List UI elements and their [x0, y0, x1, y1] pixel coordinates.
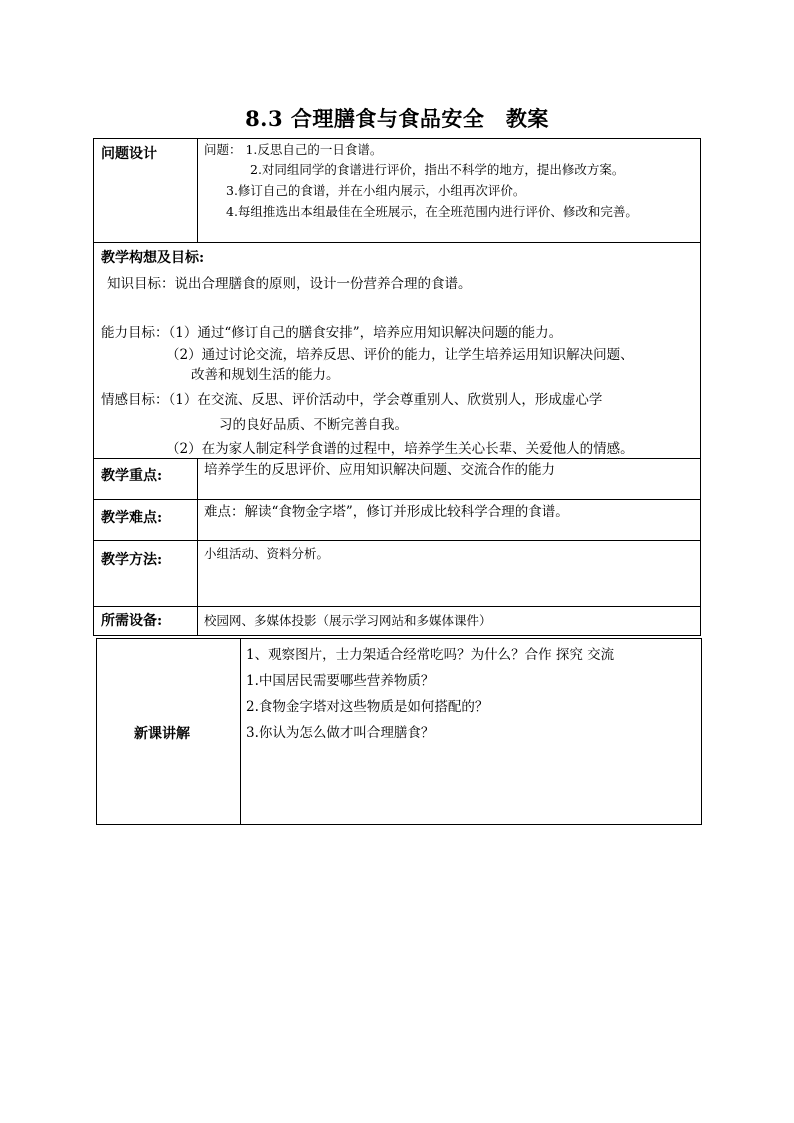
page-title: 8.3 合理膳食与食品安全 教案 [245, 106, 549, 131]
difficulties-text: 难点：解读“食物金字塔”，修订并形成比较科学合理的食谱。 [204, 504, 569, 520]
new-lesson-line-2: 1.中国居民需要哪些营养物质？ [246, 673, 435, 689]
key-points-text: 培养学生的反思评价、应用知识解决问题、交流合作的能力 [204, 462, 555, 478]
ability-objective-line-2: （2）通过讨论交流，培养反思、评价的能力，让学生培养运用知识解决问题、 [166, 347, 634, 363]
emotion-objective-line-1: 情感目标：（1）在交流、反思、评价活动中，学会尊重别人、欣赏别人，形成虚心学 [101, 392, 603, 408]
ability-objective-line-1: 能力目标：（1）通过“修订自己的膳食安排”，培养应用知识解决问题的能力。 [101, 325, 563, 341]
methods-divider [197, 540, 198, 607]
objectives-heading: 教学构想及目标: [101, 250, 205, 266]
ability-objective-line-3: 改善和规划生活的能力。 [191, 367, 340, 383]
new-lesson-label: 新课讲解 [134, 726, 190, 742]
problem-line-1: 问题： 1.反思自己的一日食谱。 [204, 142, 383, 157]
new-lesson-divider [240, 638, 241, 825]
difficulties-divider [197, 499, 198, 541]
emotion-objective-line-2: 习的良好品质、不断完善自我。 [219, 417, 408, 433]
equipment-label: 所需设备: [101, 613, 163, 629]
methods-label: 教学方法: [101, 552, 163, 568]
equipment-divider [197, 606, 198, 636]
problem-line-2: 2.对同组同学的食谱进行评价，指出不科学的地方，提出修改方案。 [250, 162, 625, 177]
key-points-label: 教学重点: [101, 468, 163, 484]
methods-row [93, 540, 701, 607]
new-lesson-line-3: 2.食物金字塔对这些物质是如何搭配的？ [246, 699, 489, 715]
new-lesson-line-4: 3.你认为怎么做才叫合理膳食？ [246, 725, 435, 741]
emotion-objective-line-3: （2）在为家人制定科学食谱的过程中，培养学生关心长辈、关爱他人的情感。 [166, 441, 634, 457]
knowledge-objective: 知识目标：说出合理膳食的原则，设计一份营养合理的食谱。 [107, 276, 472, 292]
methods-text: 小组活动、资料分析。 [204, 546, 330, 561]
key-points-divider [197, 458, 198, 500]
difficulties-label: 教学难点: [101, 510, 163, 526]
new-lesson-line-1: 1、观察图片，士力架适合经常吃吗？为什么？合作 探究 交流 [246, 647, 615, 663]
problem-line-4: 4.每组推选出本组最佳在全班展示，在全班范围内进行评价、修改和完善。 [226, 204, 638, 219]
problem-design-label: 问题设计 [101, 146, 157, 162]
equipment-text: 校园网、多媒体投影（展示学习网站和多媒体课件） [204, 613, 492, 628]
problem-design-divider [197, 138, 198, 243]
problem-line-3: 3.修订自己的食谱，并在小组内展示，小组再次评价。 [226, 183, 526, 198]
